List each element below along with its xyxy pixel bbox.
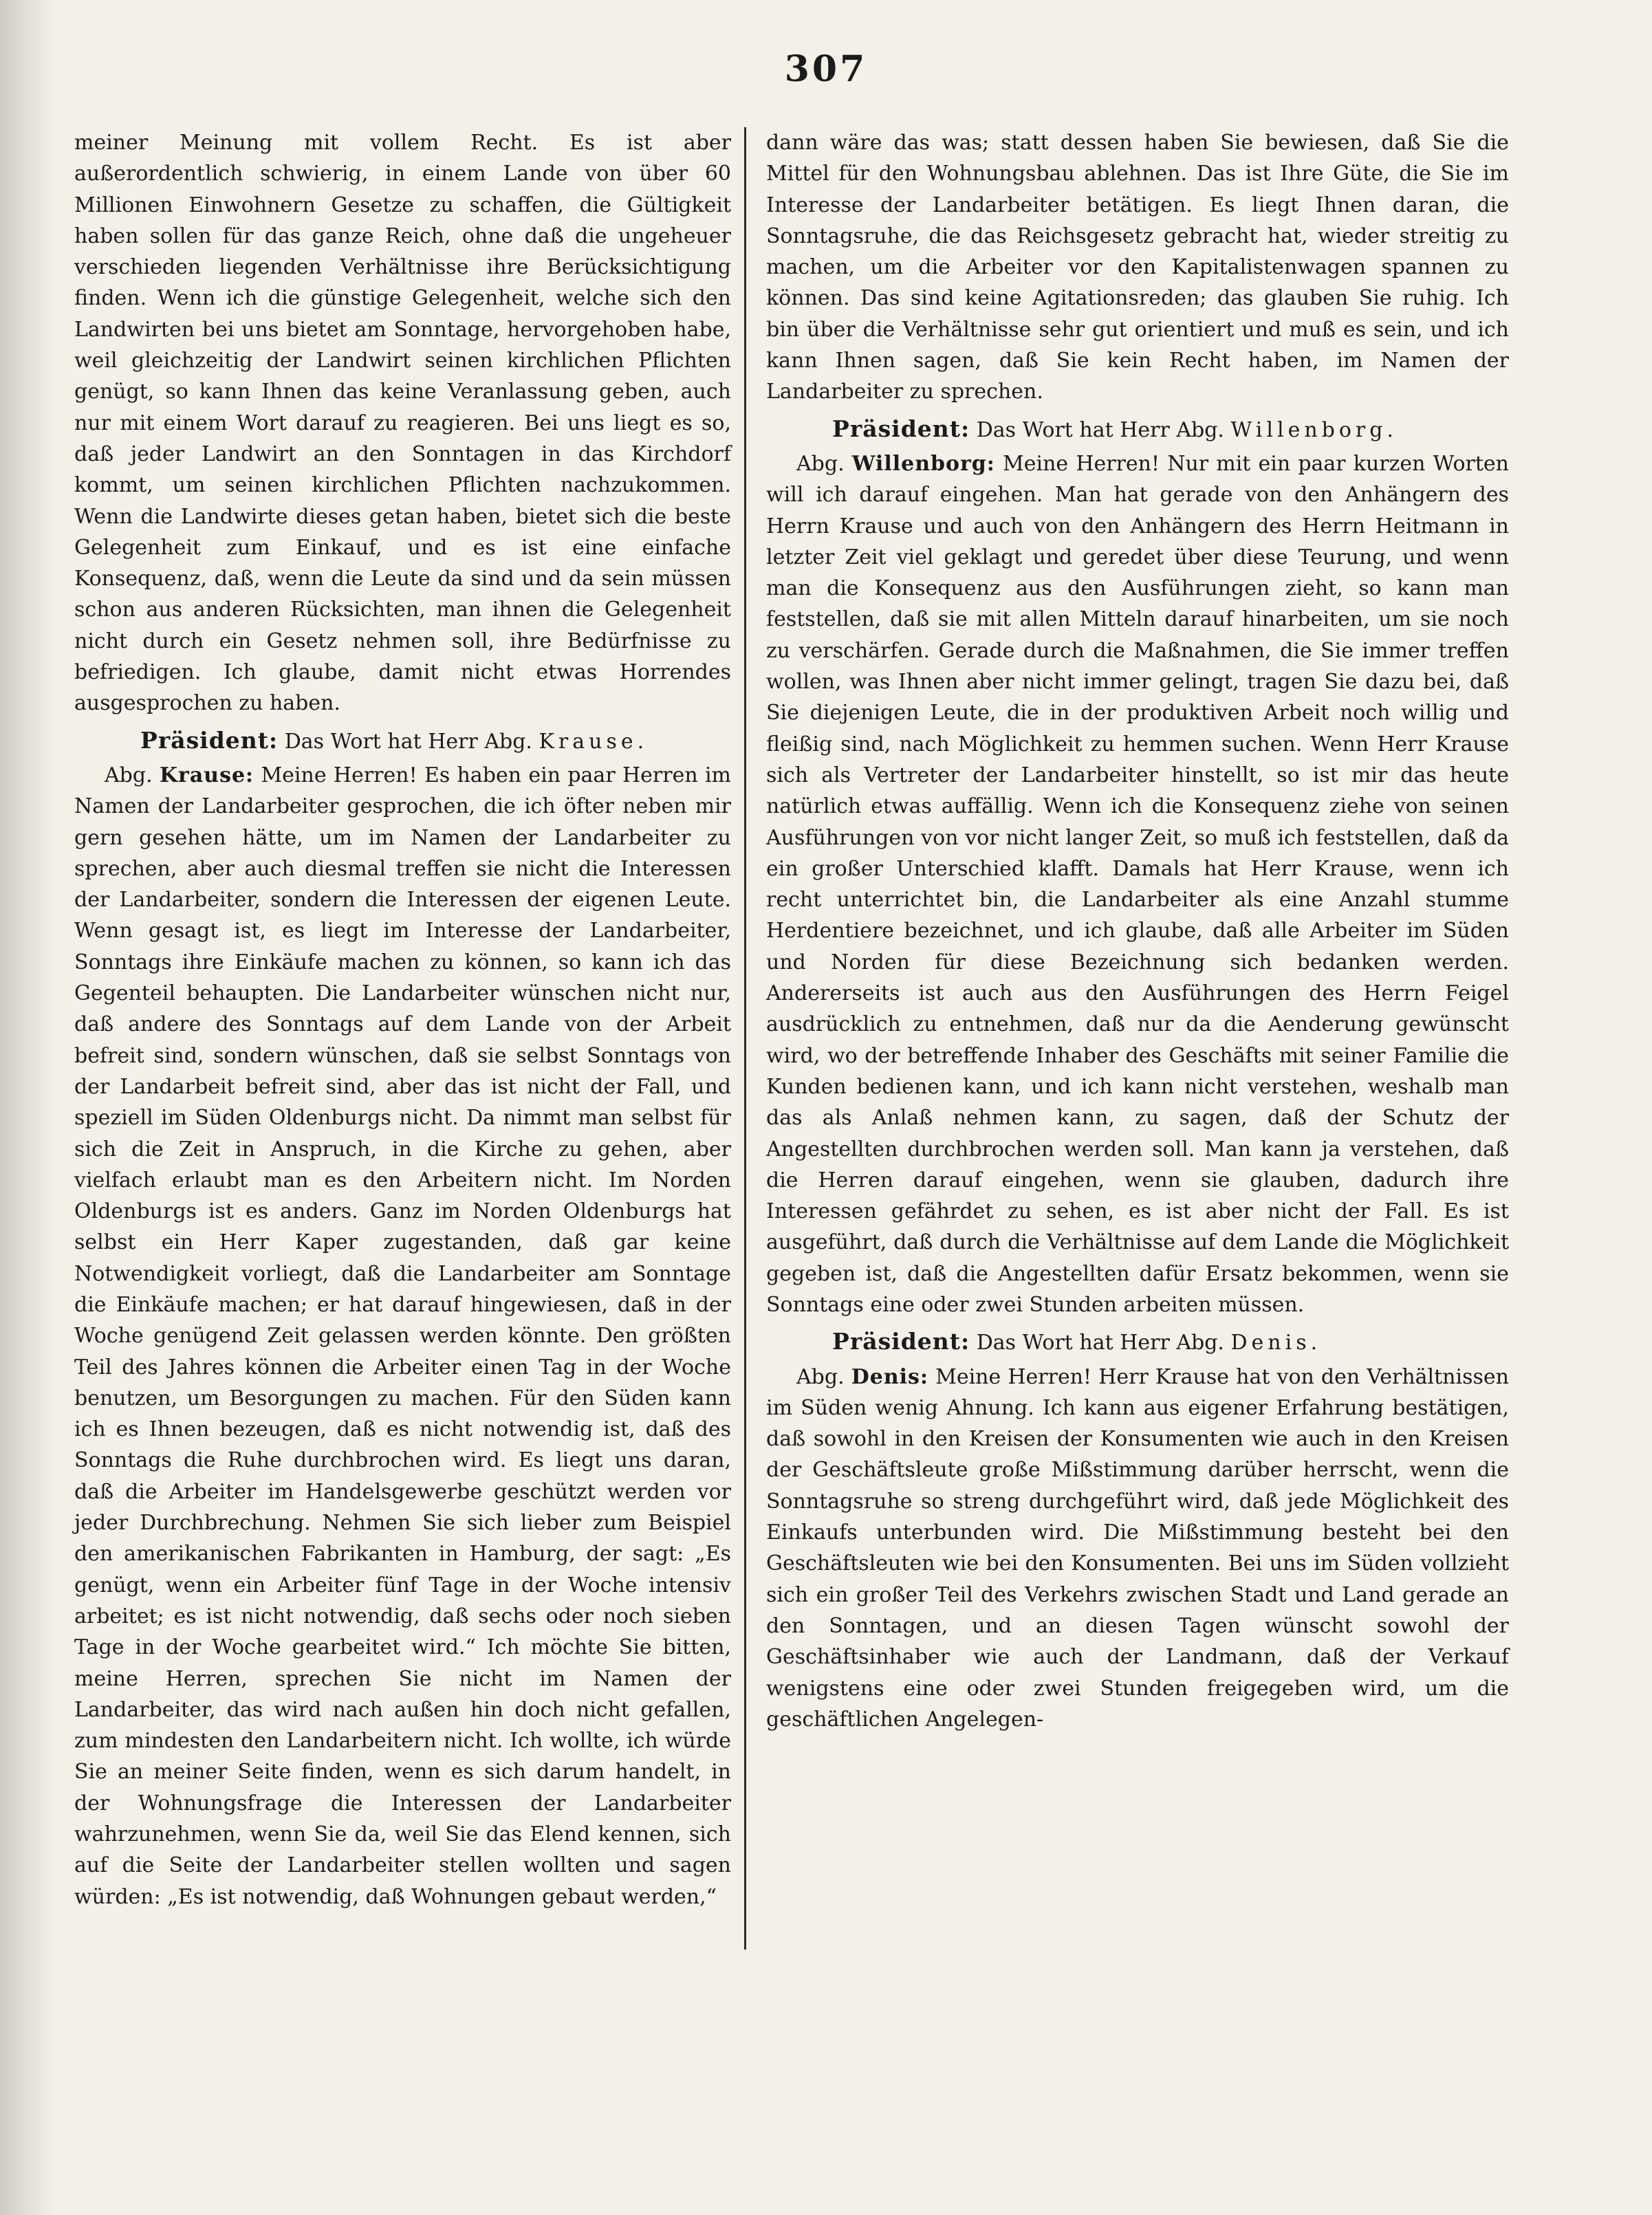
president-label: Präsident: xyxy=(140,726,279,754)
paragraph: dann wäre das was; statt dessen haben Sie bewiesen, daß Sie die Mittel für den Wohnungsbau ablehnen. Das ist Ihre Güte, die Sie im Interesse der Landarbeiter betätigen. Es liegt Ihnen daran, die Sonntagsruhe, die das Reichsgesetz gebracht hat, wieder streitig zu machen, um die Arbeiter vor den Kapitalistenwagen spannen zu können. Das sind keine Agitationsreden; das glauben Sie ruhig. Ich bin über die Verhältnisse sehr gut orientiert und muß es sein, und ich kann Ihnen sagen, daß Sie kein Recht haben, im Namen der Landarbeiter zu sprechen. xyxy=(766,131,1509,404)
president-label: Präsident: xyxy=(832,415,970,442)
page-number: 307 xyxy=(784,48,868,90)
speaker-name: Krause. xyxy=(539,729,649,754)
speech xyxy=(74,760,731,1912)
speaker-name: Denis: xyxy=(851,1364,928,1389)
speech-text: Meine Herren! Nur mit ein paar kurzen Worten will ich darauf eingehen. Man hat gerade von den Anhängern des Herrn Krause und auch von den Anhängern des Herrn Heitmann in letzter Zeit viel geklagt und geredet über diese Teurung, und wenn man die Konsequenz aus den Ausführungen zieht, so kann man feststellen, daß sie mit allen Mitteln darauf hinarbeiten, um sie noch zu verschärfen. Gerade durch die Maßnahmen, die Sie immer treffen wollen, was Ihnen aber nicht immer gelingt, tragen Sie dazu bei, daß Sie diejenigen Leute, die in der produktiven Arbeit noch willig und fleißig sind, nach Möglichkeit zu hemmen suchen. Wenn Herr Krause sich als Vertreter der Landarbeiter hinstellt, so ist mir das heute natürlich etwas auffällig. Wenn ich die Konsequenz ziehe von seinen Ausführungen von vor nicht langer Zeit, so muß ich feststellen, daß da ein großer Unterschied klafft. Damals hat Herr Krause, wenn ich recht unterrichtet bin, die Landarbeiter als eine Anzahl stumme Herdentiere bezeichnet, und ich glaube, daß alle Arbeiter im Süden und Norden für diese Bezeichnung sich bedanken werden. Andererseits ist auch aus den Ausführungen des Herrn Feigel ausdrücklich zu entnehmen, daß nur da die Aenderung gewünscht wird, wo der betreffende Inhaber des Geschäfts mit seiner Familie die Kunden bedienen kann, und ich kann nicht verstehen, weshalb man das als Anlaß nehmen kann, zu sagen, daß der Schutz der Angestellten durchbrochen werden soll. Man kann ja verstehen, daß die Herren darauf eingehen, wenn sie glauben, dadurch ihre Interessen gefährdet zu sehen, es ist aber nicht der Fall. Es ist ausgeführt, daß durch die Verhältnisse auf dem Lande die Möglichkeit gegeben ist, daß die Angestellten dafür Ersatz bekommen, wenn sie Sonntags eine oder zwei Stunden arbeiten müssen. xyxy=(766,451,1509,1317)
president-text: Das Wort hat Herr Abg. xyxy=(976,417,1224,442)
president-line xyxy=(766,1326,1509,1358)
speech xyxy=(766,448,1509,1320)
abg-label: Abg. xyxy=(796,1364,845,1389)
abg-label: Abg. xyxy=(796,451,845,476)
left-column xyxy=(74,127,731,1950)
president-line xyxy=(74,725,731,757)
president-line xyxy=(766,413,1509,446)
president-label: Präsident: xyxy=(832,1328,970,1355)
president-text: Das Wort hat Herr Abg. xyxy=(976,1331,1224,1355)
speaker-name: Willenborg. xyxy=(1230,417,1398,442)
speaker-name: Willenborg: xyxy=(851,451,995,476)
paragraph: meiner Meinung mit vollem Recht. Es ist aber außerordentlich schwierig, in einem Lande von über 60 Millionen Einwohnern Gesetze zu schaffen, die Gültigkeit haben sollen für das ganze Reich, ohne daß die ungeheuer verschieden liegenden Verhältnisse ihre Berücksichtigung finden. Wenn ich die günstige Gelegenheit, welche sich den Landwirten bei uns bietet am Sonntage, hervorgehoben habe, weil gleichzeitig der Landwirt seinen kirchlichen Pflichten genügt, so kann Ihnen das keine Veranlassung geben, auch nur mit einem Wort darauf zu reagieren. Bei uns liegt es so, daß jeder Landwirt an den Sonntagen in das Kirchdorf kommt, um seinen kirchlichen Pflichten nachzukommen. Wenn die Landwirte dieses getan haben, bietet sich die beste Gelegenheit zum Einkauf, und es ist eine einfache Konsequenz, daß, wenn die Leute da sind und da sein müssen schon aus anderen Rücksichten, man ihnen die Gelegenheit nicht durch ein Gesetz nehmen soll, ihre Bedürfnisse zu befriedigen. Ich glaube, damit nicht etwas Horrendes ausgesprochen zu haben. xyxy=(74,131,731,716)
speech-text: Meine Herren! Herr Krause hat von den Verhältnissen im Süden wenig Ahnung. Ich kann aus eigener Erfahrung bestätigen, daß sowohl in den Kreisen der Konsumenten wie auch in den Kreisen der Geschäftsleute große Mißstimmung darüber herrscht, wenn die Sonntagsruhe so streng durchgeführt wird, daß jede Möglichkeit des Einkaufs unterbunden wird. Die Mißstimmung besteht bei den Geschäftsleuten wie bei den Konsumenten. Bei uns im Süden vollzieht sich ein großer Teil des Verkehrs zwischen Stadt und Land gerade an den Sonntagen, und an diesen Tagen wünscht sowohl der Geschäftsinhaber wie auch der Landmann, daß der Verkauf wenigstens eine oder zwei Stunden freigegeben wird, um die geschäftlichen Angelegen- xyxy=(766,1364,1509,1732)
president-text: Das Wort hat Herr Abg. xyxy=(284,729,532,754)
speaker-name: Krause: xyxy=(159,763,254,787)
page-edge-shadow xyxy=(0,0,55,2215)
speech-text: Meine Herren! Es haben ein paar Herren im Namen der Landarbeiter gesprochen, die ich öfter neben mir gern gesehen hätte, um im Namen der Landarbeiter zu sprechen, aber auch diesmal treffen sie nicht die Interessen der Landarbeiter, sondern die Interessen der eigenen Leute. Wenn gesagt ist, es liegt im Interesse der Landarbeiter, Sonntags ihre Einkäufe machen zu können, so kann ich das Gegenteil behaupten. Die Landarbeiter wünschen nicht nur, daß andere des Sonntags auf dem Lande von der Arbeit befreit sind, sondern wünschen, daß sie selbst Sonntags von der Landarbeit befreit sind, aber das ist nicht der Fall, und speziell im Süden Oldenburgs nicht. Da nimmt man selbst für sich die Zeit in Anspruch, in die Kirche zu gehen, aber vielfach erlaubt man es den Arbeitern nicht. Im Norden Oldenburgs ist es anders. Ganz im Norden Oldenburgs hat selbst ein Herr Kaper zugestanden, daß gar keine Notwendigkeit vorliegt, daß die Landarbeiter am Sonntage die Einkäufe machen; er hat darauf hingewiesen, daß in der Woche genügend Zeit gelassen werden könnte. Den größten Teil des Jahres können die Arbeiter einen Tag in der Woche benutzen, um Besorgungen zu machen. Für den Süden kann ich es Ihnen bezeugen, daß es nicht notwendig ist, daß des Sonntags die Ruhe durchbrochen wird. Es liegt uns daran, daß die Arbeiter im Handelsgewerbe geschützt werden vor jeder Durchbrechung. Nehmen Sie sich lieber zum Beispiel den amerikanischen Fabrikanten in Hamburg, der sagt: „Es genügt, wenn ein Arbeiter fünf Tage in der Woche intensiv arbeitet; es ist nicht notwendig, daß sechs oder noch sieben Tage in der Woche gearbeitet wird.“ Ich möchte Sie bitten, meine Herren, sprechen Sie nicht im Namen der Landarbeiter, das wird nach außen hin doch nicht gefallen, zum mindesten den Landarbeitern nicht. Ich wollte, ich würde Sie an meiner Seite finden, wenn es sich darum handelt, in der Wohnungsfrage die Interessen der Landarbeiter wahrzunehmen, wenn Sie da, weil Sie das Elend kennen, sich auf die Seite der Landarbeiter stellen wollten und sagen würden: „Es ist notwendig, daß Wohnungen gebaut werden,“ xyxy=(74,763,732,1909)
speaker-name: Denis. xyxy=(1230,1331,1322,1355)
abg-label: Abg. xyxy=(105,763,153,787)
column-divider xyxy=(744,127,746,1950)
speech xyxy=(766,1362,1509,1736)
right-column xyxy=(766,127,1509,1950)
